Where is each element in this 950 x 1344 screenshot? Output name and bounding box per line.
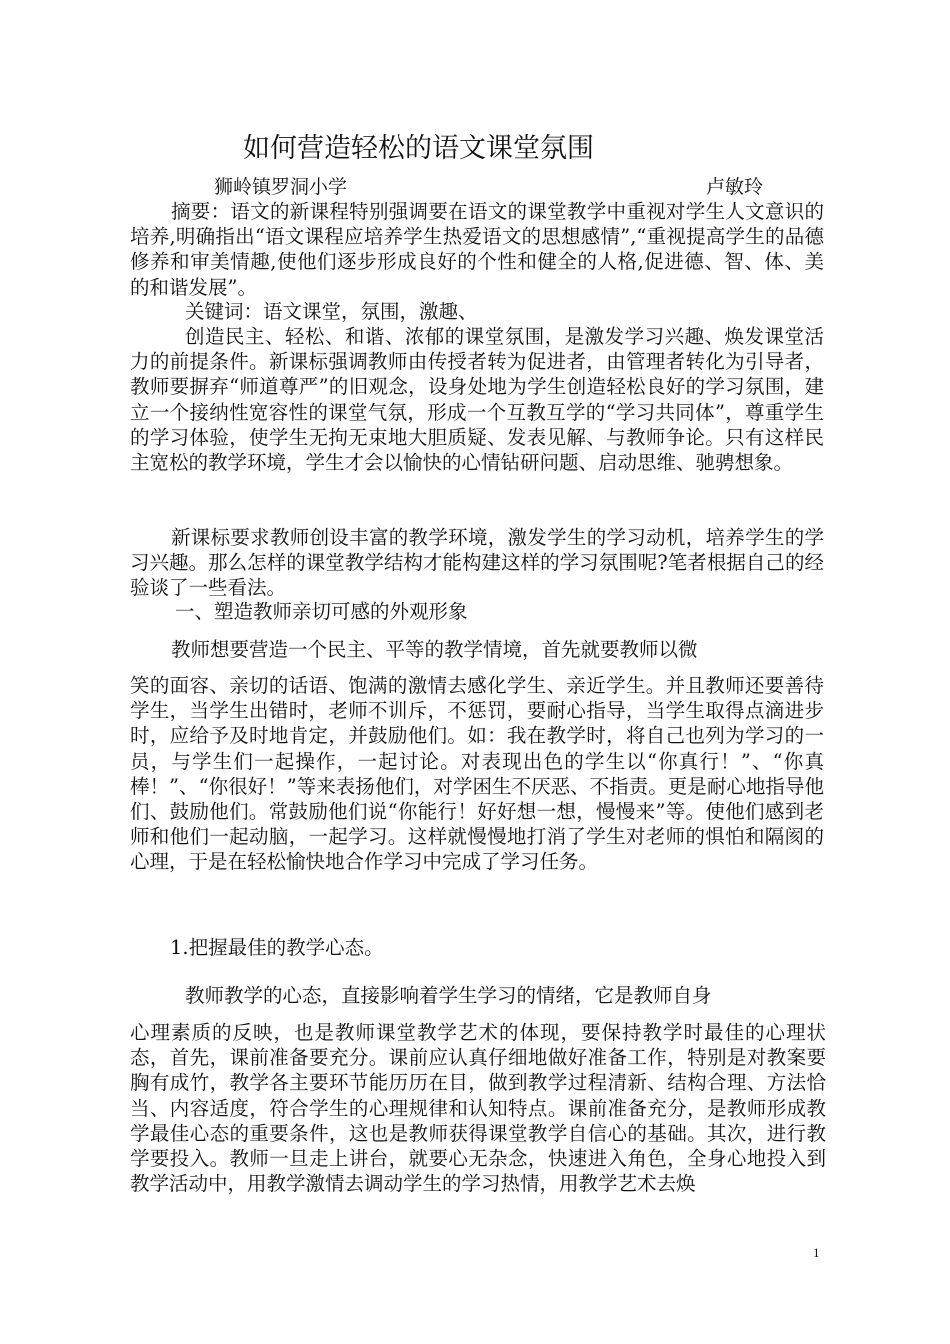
body-paragraph-2: 新课标要求教师创设丰富的教学环境，激发学生的学习动机，培养学生的学习兴趣。那么怎样的课堂教学结构才能构建这样的学习氛围呢?笔者根据自己的经验谈了一些看法。 bbox=[130, 526, 824, 600]
section-heading-1: 一、塑造教师亲切可感的外观形象 bbox=[175, 600, 468, 623]
keywords-line: 关键词：语文课堂，氛围，激趣、 bbox=[185, 300, 478, 323]
section-1-body: 笑的面容、亲切的话语、饱满的激情去感化学生、亲近学生。并且教师还要善待学生，当学生出错时，老师不训斥，不惩罚，要耐心指导，当学生取得点滴进步时，应给予及时地肯定，并鼓励他们。如：我在教学时，将自己也列为学习的一员，与学生们一起操作，一起讨论。对表现出色的学生以“你真行！”、“你真棒！”、“你很好！”等来表扬他们，对学困生不厌恶、不指责。更是耐心地指导他们、鼓励他们。常鼓励他们说“你能行！好好想一想，慢慢来”等。使他们感到老师和他们一起动脑，一起学习。这样就慢慢地打消了学生对老师的惧怕和隔阂的心理，于是在轻松愉快地合作学习中完成了学习任务。 bbox=[130, 674, 824, 874]
subsection-1-body: 心理素质的反映，也是教师课堂教学艺术的体现，要保持教学时最佳的心理状态，首先，课前准备要充分。课前应认真仔细地做好准备工作，特别是对教案要胸有成竹，教学各主要环节能历历在目，做到教学过程清新、结构合理、方法恰当、内容适度，符合学生的心理规律和认知特点。课前准备充分，是教师形成教学最佳心态的重要条件，这也是教师获得课堂教学自信心的基础。其次，进行教学要投入。教师一旦走上讲台，就要心无杂念，快速进入角色，全身心地投入到教学活动中，用教学激情去调动学生的学习热情，用教学艺术去焕 bbox=[130, 1021, 826, 1196]
document-title: 如何营造轻松的语文课堂氛围 bbox=[243, 133, 594, 164]
body-paragraph-1: 创造民主、轻松、和谐、浓郁的课堂氛围，是激发学习兴趣、焕发课堂活力的前提条件。新课标强调教师由传授者转为促进者，由管理者转化为引导者，教师要摒弃“师道尊严”的旧观念，设身处地为学生创造轻松良好的学习氛围，建立一个接纳性宽容性的课堂气氛，形成一个互教互学的“学习共同体”，尊重学生的学习体验，使学生无拘无束地大胆质疑、发表见解、与教师争论。只有这样民主宽松的教学环境，学生才会以愉快的心情钻研问题、启动思维、驰骋想象。 bbox=[130, 325, 824, 475]
school-name: 狮岭镇罗洞小学 bbox=[214, 176, 348, 198]
section-1-lead-line: 教师想要营造一个民主、平等的教学情境，首先就要教师以微 bbox=[171, 638, 698, 661]
author-name: 卢敏玲 bbox=[706, 176, 764, 198]
page-number: 1 bbox=[813, 1245, 820, 1260]
abstract-paragraph: 摘要：语文的新课程特别强调要在语文的课堂教学中重视对学生人文意识的培养,明确指出“语文课程应培养学生热爱语文的思想感情”,“重视提高学生的品德修养和审美情趣,使他们逐步形成良好的个性和健全的人格,促进德、智、体、美的和谐发展”。 bbox=[130, 200, 824, 299]
subsection-1-lead-line: 教师教学的心态，直接影响着学生学习的情绪，它是教师自身 bbox=[185, 984, 712, 1007]
subsection-heading-1: 1.把握最佳的教学心态。 bbox=[170, 936, 384, 959]
